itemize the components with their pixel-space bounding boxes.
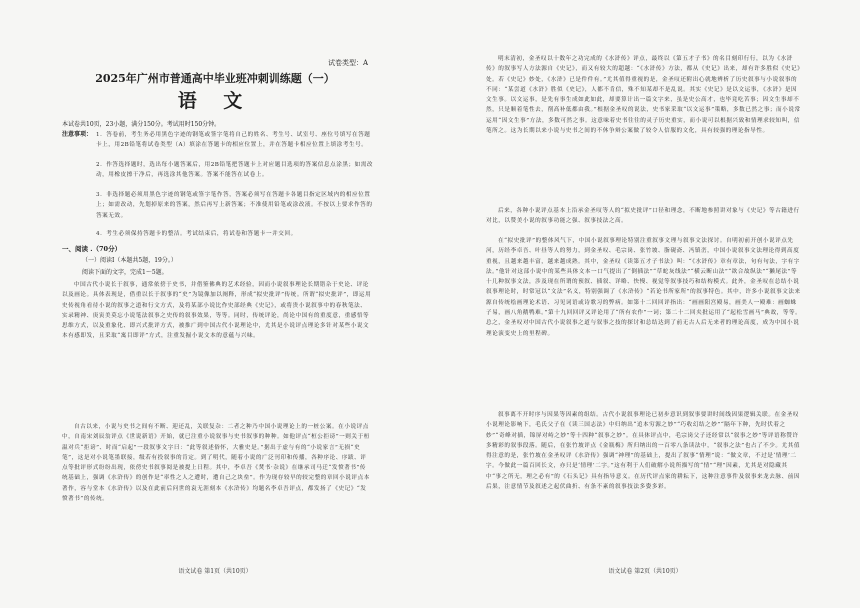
passage-paragraph-3: 明末清初，金圣叹以十数年之功完成的《水浒传》评点，最终以《第五才子书》的名目刻印行行，以为《水浒传》的叙事写人方法源自《史记》，而又有较大的超越：“《水浒传》方法，都从《史记》出来，却有许多胜似《史记》处。若《史记》妙处，《水浒》已是件件有。”尤其值得重视的是，金圣叹还附出心就地辨析了历史叙事与小说叙事的不同：“某尝道《水浒》胜似《史记》，人都不肯信，殊不知某却不是乱说。其实《史记》是以文运事，《水浒》是因文生事。以文运事，是先有事生成如此如此，却要算计出一篇文字来，虽是史公高才，也毕竟吃苦事；因文生事却不然，只是顺着笔性去，削高补低都由我。”根据金圣叹的说法，史书家采取“以文运事”策略，多数已然之事；而小说常运用“因文生事”方法，多数可然之事。这意味着史书往往的灵子历史重实，而小说可以根据兴致和情理求较知叫，信笔所之。这为长期以来小说与史书之间的不休争辩公案做了较令人信服的文化，具有较强的理论指导性。 <box>486 56 801 135</box>
passage-paragraph-6: 叙事离不开时序与因果等因素的组结。古代小说叙事理论已初步意识到叙事要讲时间线因果逻辑关联。在金圣叹小说理论影响下，毛氏父子在《读三国志法》中归纳出“追本穷源之妙”“巧收幻结之妙”“隔年下种，先时伏着之妙”“奇峰对插，锦屏对峙之妙”等十四种“叙事之妙”。在具体评点中，毛宗岗父子还经常以“叙事之妙”等评语称赞许多精彩的叙事段落。随后，在张竹坡评点《金瓶梅》所归纳出的一百零八条读法中，“叙事之法”也占了不少。尤其值得注意的是，张竹坡在金圣叹评《水浒传》强调“神理”的基础上，提出了叙事“情理”说：“做文章，不过是‘情理’二字。今做此一篇百回长文，亦只是‘情理’二字。”这有利于人们破解小说所描写的“情”“理”因素，尤其是对隐藏其中“事之所无，理之必有”的《石头记》具有指导意义。在历代评点家的耕耘下，这种注意事件及叙事来龙去脉、前因后果，注意情节及叙述之起伏曲折、有条不紊的叙事技法多姿多彩。 <box>486 412 801 491</box>
passage-paragraph-2: 自古以来，小说与史书之间有不断、迎还乱，关联复杂：二者之种乃中国小说理论上的一桩公案。在小说评点中，自南宋刘辰翁评点《世说新语》开始，就已注重小说叙事与史书叙事的种种。如他评点“桓公拒谤”一则关于桓温对兵“拒谤”、时而“启起”一段叙事文字曰：“此等叙述俗怀，大雅史是。”据出于虚与有的“小说家言”无损“史笔”，这是对小说笔墨联接，级若有投叙事的肯定。到了明代，随着小说的广泛刊印和传播，各种序论、序跋、评点等批评形式纷纷出现，依傍史书叙事阅是被提上日程。其中，李卓吾《焚书·杂说》在继承司马迁“发愤著书”传统基础上，强调《水浒传》的创作是“率性之人之遭时，遭自己之块垒”。作为现存较早的较完整的章回小说评点本著作，容与堂本《水浒传》以及在此前后问世的袁无涯刻本《水浒传》均题名李卓吾评点，都发扬了《史记》“发愤著书”的传统。 <box>62 424 370 503</box>
passage-paragraph-5: 在“拟史批评”的整体风气下，中国小说叙事理论特别注重叙事文理与叙事文法探讨。自明初前开创小说评点先河，历经李卓吾、叶昼等人的努力，到金圣叹、毛宗岗、张竹坡、脂砚斋、冯镇峦，中国小说叙事文法理论得到高度重视，且越来越丰富，越来越成熟。其中，金圣叹《读第五才子书法》叫：“《水浒传》章有章法，句有句法，字有字法。”他针对这部小说中的某些具体文本一口气提出了“倒插法”“草蛇灰线法”“横云断山法”“欲合故纵法”“獭尾法”等十几种叙事文法，涉及现在所谓的预叙、插叙、详略、快慢、视觉等叙事技巧和结构模式。此外，金圣叹在总结小说叙事理论时，时常冠以“文法”名义，特别强调了《水浒传》“若论书所家所”的叙事特色。其中，许多小说叙事文法来源自传统绘画理论术语、习见词语或诗歌习的弊病。如第十二回回评指出：“画画阳宫殿易，画美人一殿难：画蜘蛛子易，画八角鹅鸭难。”第十九回回评又评论用了“所有农作”一词；第二十二回夹批运用了“起松雪画马”典故，等等。总之，金圣叹对中国古代小说叙事之道与叙事之技的探讨和总结达到了前无古人后无来者的理论高度，成为中国小说理论演变史上的里程碑。 <box>486 238 802 337</box>
subsection-heading: （一）阅读Ⅰ（本题共5题，19分。） <box>82 257 177 264</box>
note-item-3: 3．非选择题必须用黑色字迹的钢笔或签字笔作答，答案必须写在答题卡各题目指定区域内的相应位置上；如需改动，先划掉原来的答案，然后再写上新答案；不准使用铅笔或涂改液。不按以上要求作答的答案无效。 <box>96 192 373 219</box>
exam-type-label: 试卷类型：A <box>328 59 369 67</box>
exam-intro: 本试卷共10页，23小题，满分150分。考试用时150分钟。 <box>62 121 221 128</box>
note-item-2: 2．作答选择题时，选出每小题答案后，用2B铅笔把答题卡上对应题目选项的答案信息点涂黑；如需改动，用橡皮擦干净后，再选涂其他答案。答案不能答在试卷上。 <box>96 162 374 179</box>
right-page <box>430 0 860 608</box>
reading-instruction: 阅读下面的文字，完成1～5题。 <box>82 269 168 276</box>
passage-paragraph-1: 中国古代小说长于叙事，通常依傍于史书，并借鉴佛典的艺术经验，因而小说叙事理论长期错杂于史论、评论以及画论。具体表现是，借重以长于叙事的“史”为镜像加以阐释，形成“拟史批评”传统。所谓“拟史批评”，即运用史传视角看待小说的叙事之道和行文方式，及将某部小说比作史部经典《史记》，或将贵小说叙事中的春秋笔法、实录精神、庚寅美莫忘小说笔法叙事之史传的叙事效果，等等。同时，传统评论，尚论中国有的重度意，重感悟等思维方式，以及重象化、即兴式批评方式，被推广到中国古代小说理论中，尤其是小说评点理论多针对某些小说文本有感即发，且采取“寓目即评”方式，注重发掘小说文本的意蕴与兴味。 <box>62 282 372 340</box>
page-footer-1: 语文试卷 第1页（共10页） <box>178 568 252 575</box>
note-item-1: 1．答卷前，考生务必用黑色字迹的钢笔或签字笔将自己的姓名、考生号、试室号、座位号填写在答题卡上，用2B铅笔将试卷类型（A）填涂在答题卡的相应位置上，并在答题卡相应位置上填涂考生号。 <box>96 132 371 149</box>
notes-label: 注意事项： <box>62 131 93 138</box>
subject-title: 语 文 <box>177 90 253 112</box>
passage-paragraph-4: 后来，各种小说评点基本上沿承金圣叹等人的“拟史批评”口径和理念，不断地参照讲对象与《史记》等古籍进行对比，以赞美小说的叙事功能之强、叙事技法之高。 <box>486 208 800 225</box>
exam-title: 2025年广州市普通高中毕业班冲刺训练题（一） <box>95 72 335 85</box>
page-footer-2: 语文试卷 第2页（共10页） <box>608 568 682 575</box>
section-heading: 一、阅读 .（70分） <box>62 245 122 253</box>
note-item-4: 4．考生必须保持答题卡的整洁。考试结束后，将试卷和答题卡一并交回。 <box>96 231 297 237</box>
